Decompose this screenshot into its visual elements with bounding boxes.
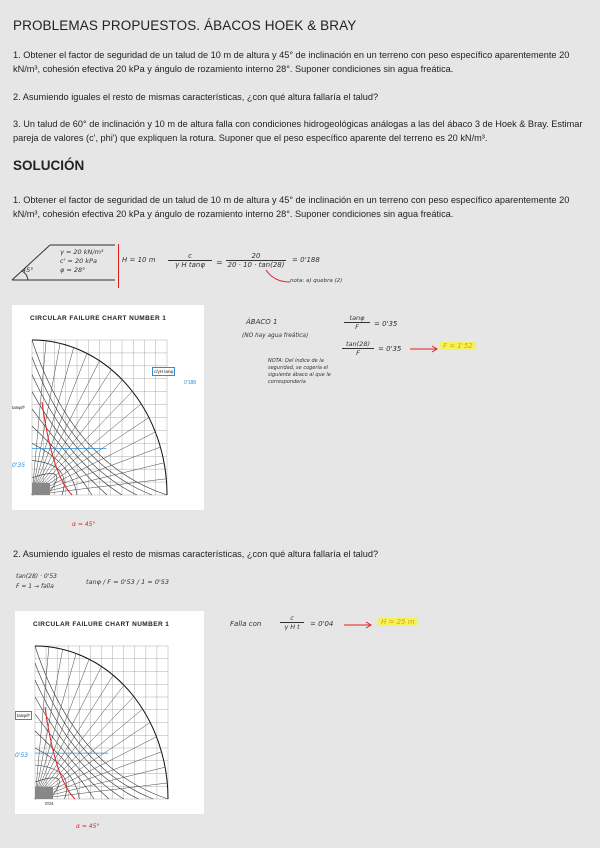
problem-2: 2. Asumiendo iguales el resto de mismas características, ¿con qué altura fallaría el talud? [13, 92, 379, 102]
chart2-label-004: 0'04 [45, 801, 54, 806]
problem-1: 1. Obtener el factor de seguridad de un talud de 10 m de altura y 45° de inclinación en un terreno con peso específico aparentemente 20 kN/m³, cohesión efectiva 20 kPa y ángulo de rozamiento interno 28°. Suponer condiciones sin agua freática. [13, 50, 570, 74]
ratio1-num: tanφ [349, 314, 365, 322]
chart2-label-053: 0'53 [15, 752, 29, 759]
hw-note-ref: nota: a) quebra (2) [290, 278, 343, 284]
chart-2 [15, 611, 204, 814]
problem-3: 3. Un talud de 60° de inclinación y 10 m de altura falla con condiciones hidrogeológicas análogas a las del ábaco 3 de Hoek & Bray. Estimar pareja de valores (c', phi') que expliquen la rotura. Suponer que el peso específico aparente del terreno es 20 kN/m³. [13, 119, 583, 143]
falla-num: c [290, 614, 294, 622]
solution-q2: 2. Asumiendo iguales el resto de mismas características, ¿con qué altura fallaría el talud? [13, 549, 379, 559]
height-result: H = 25 m [378, 618, 418, 626]
formula-num: c [188, 252, 192, 260]
divider-red [118, 244, 119, 288]
q2-line2: F = 1 → falla [16, 583, 54, 590]
chart2-ylabel: tanφ/F [17, 713, 31, 718]
page-title: PROBLEMAS PROPUESTOS. ÁBACOS HOEK & BRAY [13, 18, 357, 33]
hw-gamma: γ = 20 kN/m³ [60, 248, 104, 256]
ratio2-num: tan(28) [346, 340, 370, 348]
falla-den: γ H t [280, 622, 304, 631]
ratio2-den: F [342, 348, 374, 357]
chart2-alpha: α = 45° [76, 823, 100, 830]
chart2-graph [25, 633, 203, 811]
hw-angle: 45° [22, 266, 34, 274]
hw-height: H = 10 m [122, 256, 156, 264]
falla-label: Falla con [230, 620, 262, 628]
hw-phi: φ = 28° [60, 266, 86, 274]
hw-cohesion: c' = 20 kPa [60, 257, 97, 265]
solution-q1: 1. Obtener el factor de seguridad de un talud de 10 m de altura y 45° de inclinación en un terreno con peso específico aparentemente 20 kN/m³, cohesión efectiva 20 kPa y ángulo de rozamiento interno 28°. Suponer condiciones sin agua freática. [13, 195, 570, 219]
formula-den: γ H tanφ [168, 260, 212, 269]
nota-text: NOTA: Del índice de la seguridad, se cogería el siguiente ábaco al que le correspondería [268, 358, 331, 385]
q2-line1: tan(28) · 0'53 [16, 573, 57, 580]
ratio1-val: = 0'35 [374, 320, 398, 328]
eq-result: = 0'188 [292, 256, 320, 264]
abaco-label: ÁBACO 1 [246, 318, 278, 326]
chart1-alpha: α = 45° [72, 521, 96, 528]
solution-heading: SOLUCIÓN [13, 158, 85, 173]
abaco-sub: (NO hay agua freática) [242, 333, 309, 339]
fs-result: F = 1'52 [440, 342, 476, 350]
ratio2-val: = 0'35 [378, 345, 402, 353]
chart2-title: CIRCULAR FAILURE CHART NUMBER 1 [33, 621, 170, 628]
chart1-title: CIRCULAR FAILURE CHART NUMBER 1 [30, 315, 167, 322]
chart1-graph [22, 327, 202, 507]
chart1-ylabel: tanφ/F [12, 405, 26, 410]
chart1-label-035: 0'35 [12, 462, 26, 469]
eq-den: 20 · 10 · tan(28) [227, 261, 285, 269]
chart-1 [12, 305, 204, 510]
chart1-label-x: c/γH tanφ [154, 369, 174, 374]
q2-ratio: tanφ / F = 0'53 / 1 = 0'53 [86, 578, 170, 586]
ratio1-den: F [344, 322, 370, 331]
eq-num: 20 [251, 252, 261, 260]
falla-val: = 0'04 [310, 620, 334, 628]
chart1-label-188: 0'188 [184, 380, 197, 386]
